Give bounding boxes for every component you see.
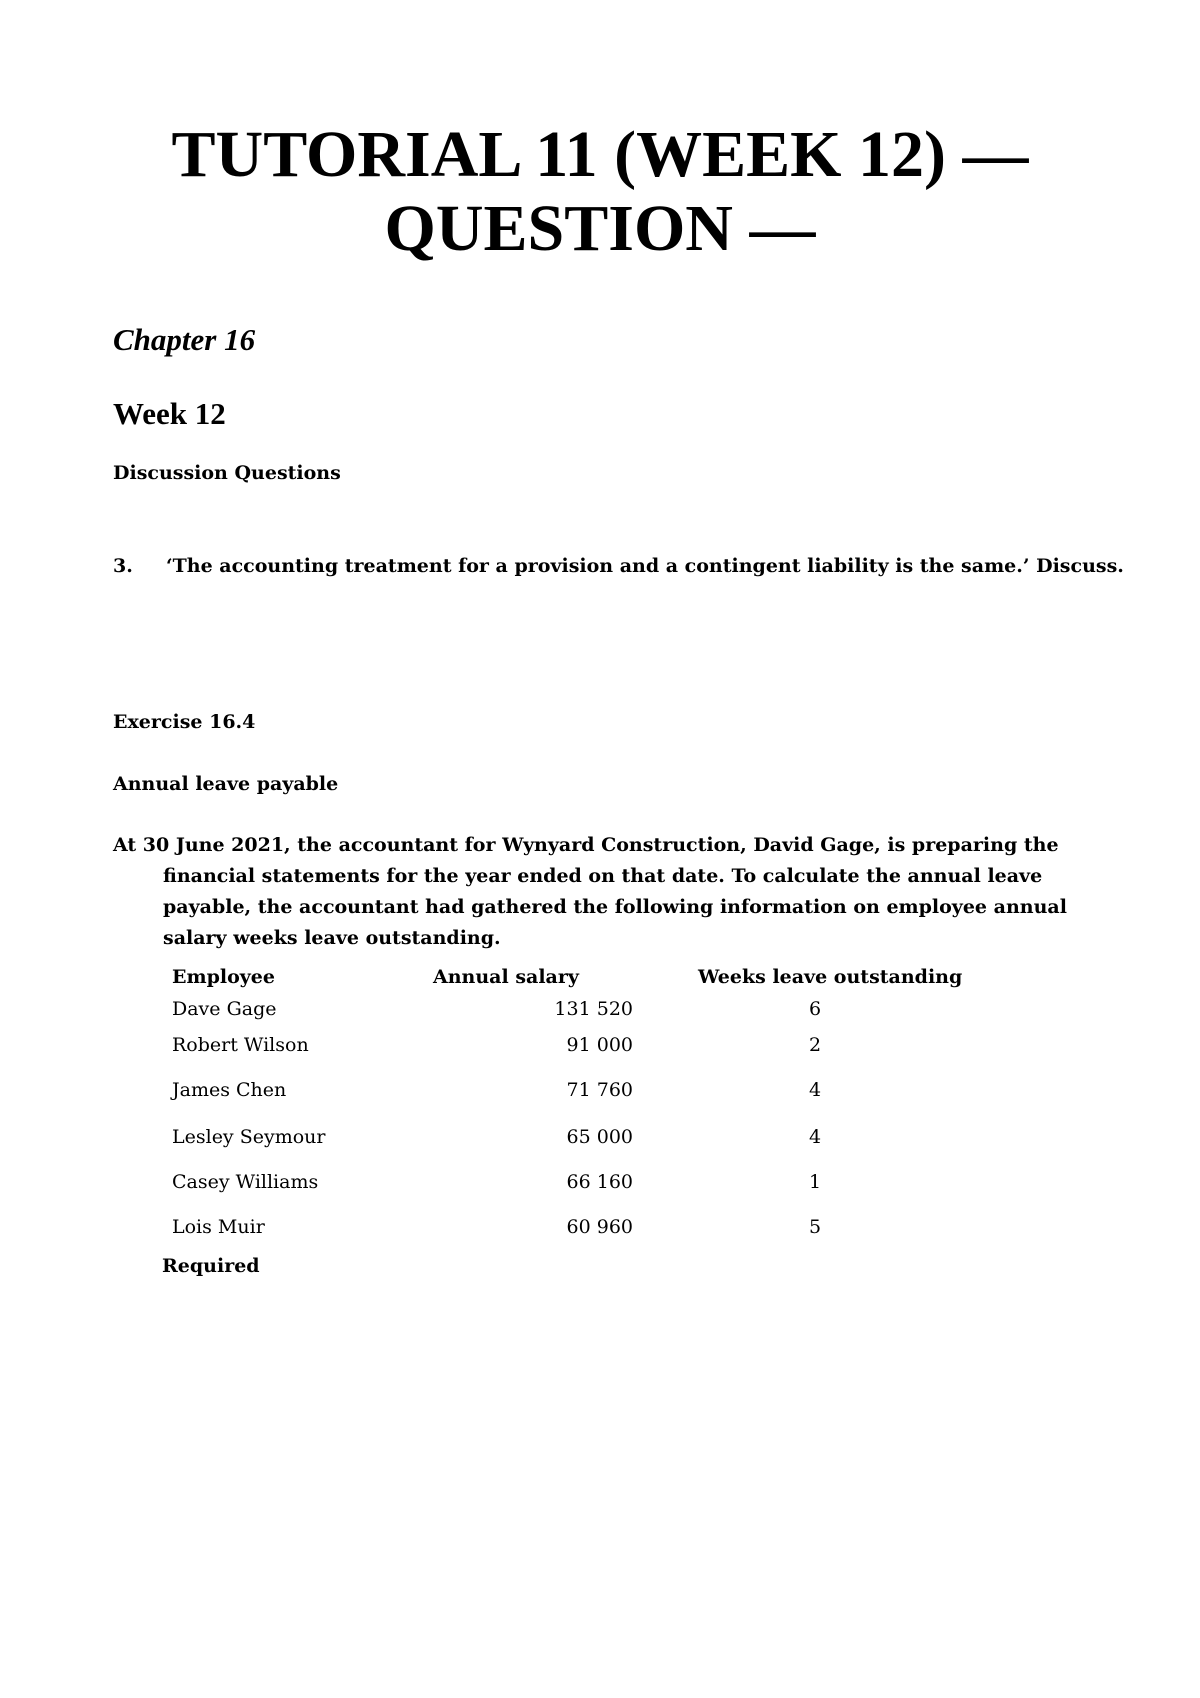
required-heading: Required [162, 1255, 260, 1277]
cell-salary: 131 520 [554, 998, 633, 1020]
cell-salary: 91 000 [566, 1034, 633, 1056]
cell-employee: James Chen [172, 1079, 287, 1101]
cell-weeks: 5 [808, 1216, 822, 1238]
exercise-paragraph: At 30 June 2021, the accountant for Wynyard Construction, David Gage, is preparing the financial statements for the year ended on that date. To calculate the annual leave payable, the accountant had gathered the following information on employee annual salary weeks leave outstanding. [113, 834, 1067, 949]
cell-employee: Casey Williams [172, 1171, 319, 1193]
chapter-heading: Chapter 16 [113, 322, 256, 357]
cell-employee: Dave Gage [172, 998, 277, 1020]
cell-employee: Robert Wilson [172, 1034, 309, 1056]
table-header-weeks: Weeks leave outstanding [698, 966, 963, 988]
table-header-employee: Employee [172, 966, 275, 988]
page-title [0, 118, 1200, 266]
question-text: ‘The accounting treatment for a provision and a contingent liability is the same.’ Discuss. [166, 555, 1124, 577]
cell-employee: Lois Muir [172, 1216, 265, 1238]
question-number: 3. [113, 555, 133, 577]
cell-salary: 66 160 [566, 1171, 633, 1193]
week-heading: Week 12 [113, 396, 226, 431]
title-line-2: QUESTION — [384, 192, 816, 265]
discussion-heading: Discussion Questions [113, 462, 341, 484]
exercise-subheading: Annual leave payable [113, 773, 339, 795]
cell-salary: 71 760 [566, 1079, 633, 1101]
table-header-salary: Annual salary [433, 966, 579, 988]
cell-weeks: 6 [808, 998, 822, 1020]
cell-weeks: 4 [808, 1126, 822, 1148]
cell-salary: 60 960 [566, 1216, 633, 1238]
exercise-heading: Exercise 16.4 [113, 711, 256, 733]
cell-weeks: 4 [808, 1079, 822, 1101]
cell-employee: Lesley Seymour [172, 1126, 326, 1148]
cell-weeks: 2 [808, 1034, 822, 1056]
title-line-1: TUTORIAL 11 (WEEK 12) — [171, 118, 1029, 191]
cell-weeks: 1 [808, 1171, 822, 1193]
cell-salary: 65 000 [566, 1126, 633, 1148]
